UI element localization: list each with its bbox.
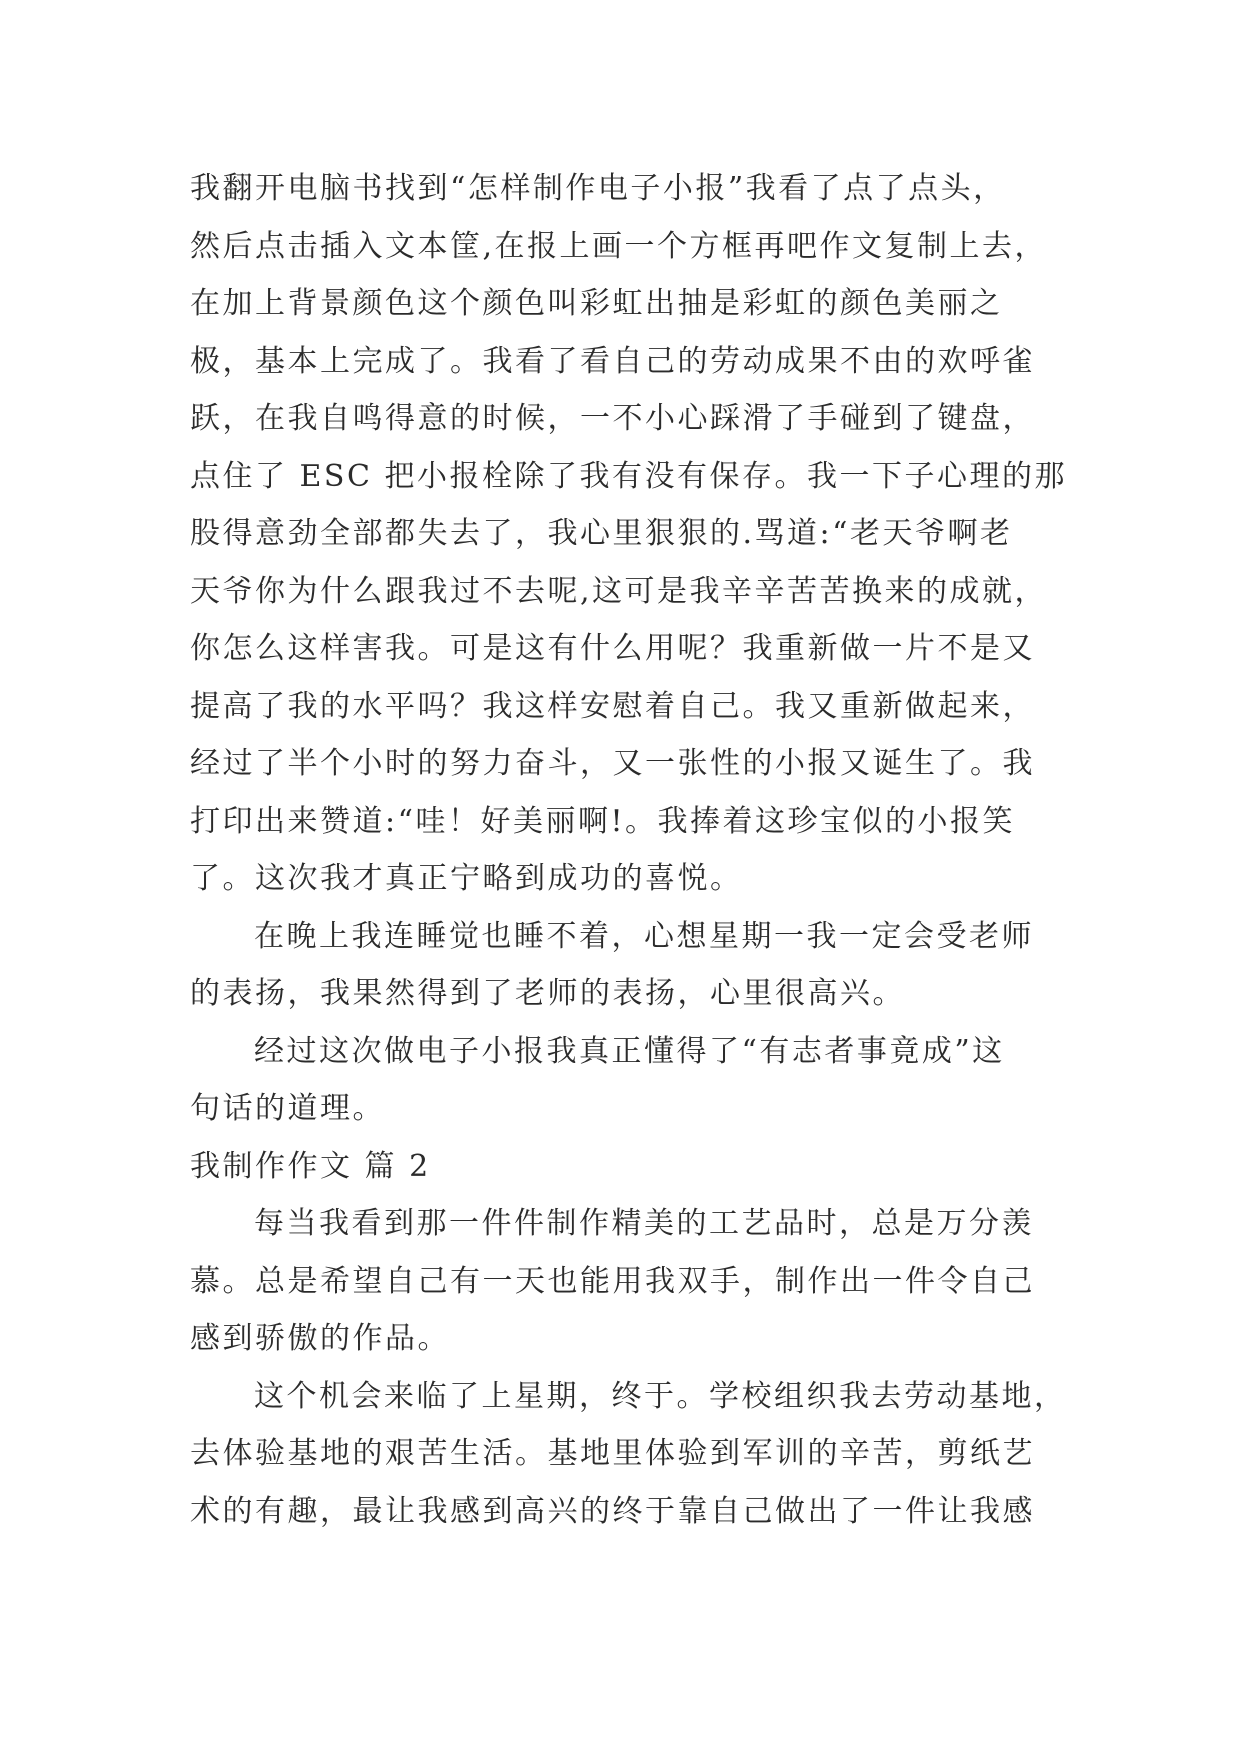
- text-line: 跃，在我自鸣得意的时候，一不小心踩滑了手碰到了键盘，: [190, 401, 1035, 436]
- text-line: 句话的道理。: [190, 1091, 385, 1126]
- text-line: 提高了我的水平吗？我这样安慰着自己。我又重新做起来，: [190, 688, 1035, 724]
- text-line: 天爷你为什么跟我过不去呢,这可是我辛辛苦苦换来的成就，: [190, 573, 1048, 609]
- text-line: 极，基本上完成了。我看了看自己的劳动成果不由的欢呼雀: [190, 343, 1035, 379]
- text-line: 慕。总是希望自己有一天也能用我双手，制作出一件令自己: [190, 1263, 1035, 1299]
- text-line: 在晚上我连睡觉也睡不着，心想星期一我一定会受老师: [254, 918, 1034, 954]
- text-line: 我制作作文 篇 2: [190, 1148, 431, 1184]
- text-line: 术的有趣，最让我感到高兴的终于靠自己做出了一件让我感: [190, 1493, 1035, 1529]
- document-body: [190, 160, 1090, 1540]
- text-line: 每当我看到那一件件制作精美的工艺品时，总是万分羡: [254, 1206, 1034, 1241]
- text-line: 在加上背景颜色这个颜色叫彩虹出抽是彩虹的颜色美丽之: [190, 286, 1003, 321]
- text-line: 了。这次我才真正宁略到成功的喜悦。: [190, 861, 743, 896]
- text-line: 去体验基地的艰苦生活。基地里体验到军训的辛苦，剪纸艺: [190, 1436, 1035, 1471]
- text-line: 的表扬，我果然得到了老师的表扬，心里很高兴。: [190, 976, 905, 1011]
- text-line: 感到骄傲的作品。: [190, 1321, 450, 1356]
- text-line: 经过了半个小时的努力奋斗，又一张性的小报又诞生了。我: [190, 746, 1035, 781]
- text-line: 点住了 ESC 把小报栓除了我有没有保存。我一下子心理的那: [190, 458, 1067, 494]
- text-line: 你怎么这样害我。可是这有什么用呢？我重新做一片不是又: [190, 631, 1035, 666]
- text-line: 这个机会来临了上星期，终于。学校组织我去劳动基地，: [254, 1378, 1067, 1414]
- text-line: 我翻开电脑书找到“怎样制作电子小报”我看了点了点头，: [190, 171, 1006, 206]
- text-line: 经过这次做电子小报我真正懂得了“有志者事竟成”这: [254, 1033, 1005, 1069]
- text-line: 然后点击插入文本筐,在报上画一个方框再吧作文复制上去，: [190, 228, 1048, 264]
- text-line: 打印出来赞道:“哇！好美丽啊!。我捧着这珍宝似的小报笑: [190, 803, 1015, 839]
- text-line: 股得意劲全部都失去了，我心里狠狠的.骂道:“老天爷啊老: [190, 516, 1013, 551]
